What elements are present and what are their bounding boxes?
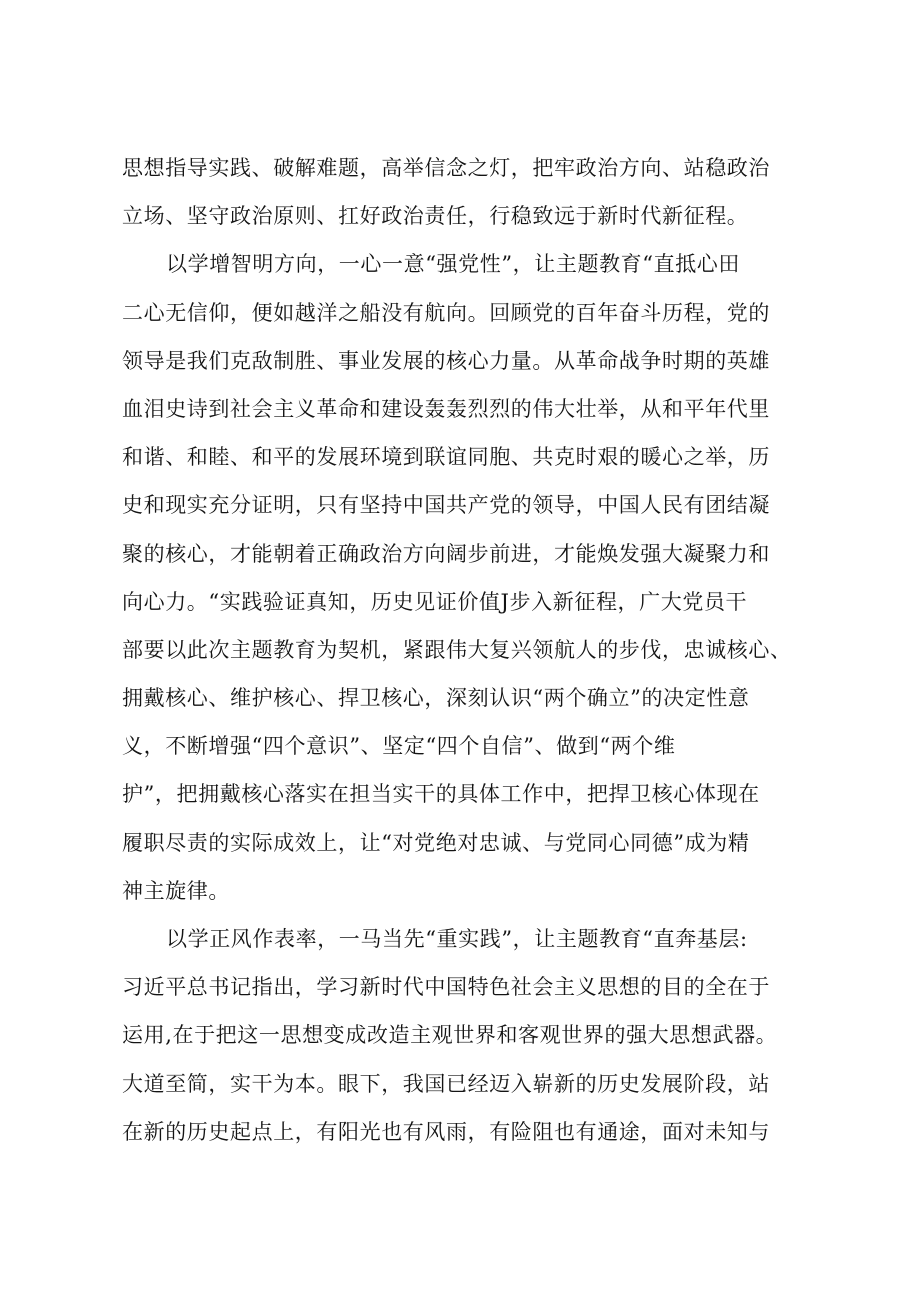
text-line: 履职尽责的实际成效上，让“对党绝对忠诚、与党同心同德”成为精: [122, 830, 750, 855]
paragraph-3: [122, 915, 822, 1156]
text-line: 立场、坚守政治原则、扛好政治责任，行稳致远于新时代新征程。: [122, 204, 749, 229]
text-line: 史和现实充分证明，只有坚持中国共产党的领导，中国人民有团结凝: [122, 493, 770, 518]
text-line: 思想指导实践、破解难题，高举信念之灯，把牢政治方向、站稳政治: [122, 156, 770, 180]
text-line: 习近平总书记指出，学习新时代中国特色社会主义思想的目的全在于: [122, 975, 770, 1000]
text-line: 二心无信仰，便如越洋之船没有航向。回顾党的百年奋斗历程，党的: [122, 300, 770, 325]
text-line: 护”，把拥戴核心落实在担当实干的具体工作中，把捍卫核心体现在: [122, 782, 760, 807]
text-line: 聚的核心，才能朝着正确政治方向阔步前进，才能焕发强大凝聚力和: [122, 541, 770, 566]
text-line: 部要以此次主题教育为契机，紧跟伟大复兴领航人的步伐，忠诚核心、: [122, 637, 792, 662]
text-line: 和谐、和睦、和平的发展环境到联谊同胞、共克时艰的暖心之举，历: [122, 445, 770, 470]
text-line: 以学增智明方向，一心一意“强党性”，让主题教育“直抵心田: [166, 252, 741, 277]
text-line: 在新的历史起点上，有阳光也有风雨，有险阻也有通途，面对未知与: [122, 1119, 770, 1144]
paragraph-2: [122, 240, 822, 915]
text-line: 义，不断增强“四个意识”、坚定“四个自信”、做到“两个维: [122, 734, 676, 759]
text-line: 神主旋律。: [122, 878, 230, 903]
text-line: 向心力。“实践验证真知，历史见证价值J步入新征程，广大党员干: [122, 589, 748, 614]
text-line: 大道至简，实干为本。眼下，我国已经迈入崭新的历史发展阶段，站: [122, 1071, 770, 1096]
body-text: [122, 144, 822, 1156]
text-line: 运用,在于把这一思想变成改造主观世界和客观世界的强大思想武器。: [122, 1023, 778, 1048]
text-line: 以学正风作表率，一马当先“重实践”，让主题教育“直奔基层:: [166, 927, 748, 951]
text-line: 血泪史诗到社会主义革命和建设轰轰烈烈的伟大壮举，从和平年代里: [122, 396, 770, 421]
paragraph-1: [122, 144, 822, 240]
text-line: 领导是我们克敌制胜、事业发展的核心力量。从革命战争时期的英雄: [122, 348, 770, 373]
text-line: 拥戴核心、维护核心、捍卫核心，深刻认识“两个确立”的决定性意: [122, 686, 750, 711]
